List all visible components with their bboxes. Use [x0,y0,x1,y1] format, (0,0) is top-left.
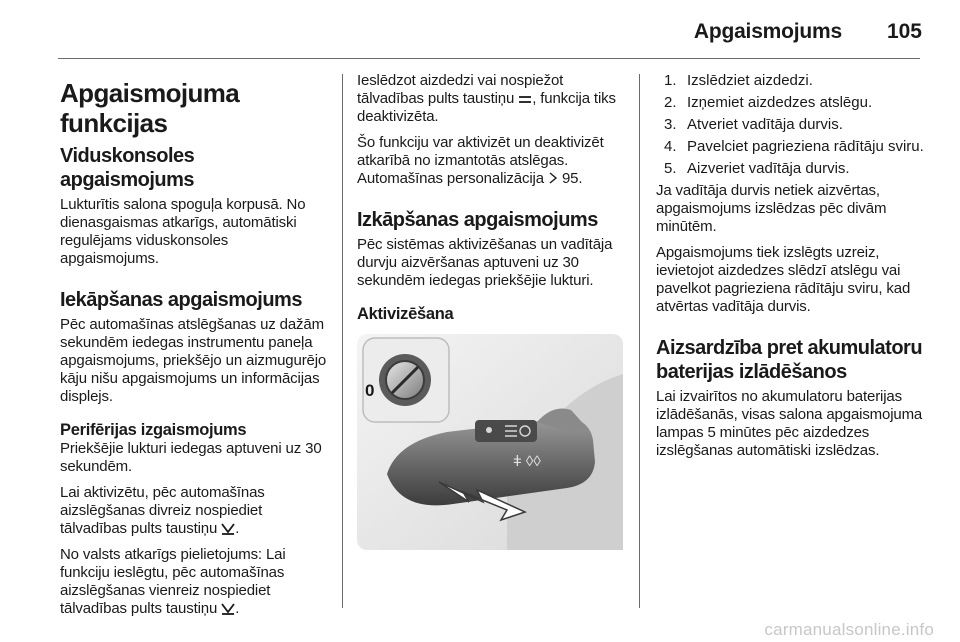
turn-signal-lever-illustration [357,334,623,550]
running-head [0,14,960,48]
toggle-text: Šo funkciju var aktivizēt un deaktivizēt atkarībā no izmantotās atslēgas. Automašīnas personalizācija [357,134,604,187]
list-item: 4. Pavelciet pagrieziena rādītāju sviru. [664,138,924,155]
activate-paragraph [60,484,330,538]
lock-key-icon [518,94,532,104]
column-1 [60,72,330,618]
list-item: 1. Izslēdziet aizdedzi. [664,72,813,89]
column-2 [357,72,625,555]
door-open-text: Ja vadītāja durvis netiek aizvērtas, apgaismojums izslēdzas pēc divām minūtēm. [656,182,887,235]
activation-steps [656,72,924,178]
section-title: Apgaismojums [693,20,842,43]
list-item: 2. Izņemiet aizdedzes atslēgu. [664,94,873,111]
exit-lighting-text: Pēc sistēmas aktivizēšanas un vadītāja durvju aizvēršanas aptuveni uz 30 sekundēm iedegas priekšējie lukturi. [357,236,613,289]
ignition-position-label: 0 [365,381,375,400]
fog-light-symbol: ǂ ◊◊ [513,453,541,470]
list-item: 5. Aizveriet vadītāja durvis. [664,160,850,177]
page-number: 105 [886,20,922,43]
entry-lighting-text: Pēc automašīnas atslēgšanas uz dažām sekundēm iedegas instrumentu paneļa apgaismojums, priekšējo un aizmugurējo kāju nišu apgaismojums un informācijas displejs. [60,316,327,405]
watermark: carmanualsonline.info [764,620,934,639]
console-lighting-heading: Viduskonsoles apgaismojums [60,145,195,191]
exit-lighting-heading: Izkāpšanas apgaismojums [357,209,598,231]
header-rule [58,58,920,59]
lever-indicator-dot [486,427,492,433]
entry-lighting-heading: Iekāpšanas apgaismojums [60,289,302,311]
perimeter-lighting-heading: Perifērijas izgaismojums [60,421,247,439]
toggle-page-ref: 95. [561,170,583,187]
page-reference-icon [548,172,558,184]
column-divider-2 [639,74,640,608]
column-divider-1 [342,74,343,608]
perimeter-lighting-text: Priekšējie lukturi iedegas aptuveni uz 30 sekundēm. [60,440,322,475]
ignition-text: Ieslēdzot aizdedzi vai nospiežot tālvadības pults taustiņu [357,72,564,107]
country-text-end: . [235,600,240,617]
ignition-paragraph [357,72,625,126]
country-text: No valsts atkarīgs pielietojums: Lai funkciju ieslēgtu, pēc automašīnas aizslēgšanas vienreiz nospiediet tālvadības pults taustiņu [60,546,286,617]
activation-heading: Aktivizēšana [357,305,454,323]
activate-text: Lai aktivizētu, pēc automašīnas aizslēgšanas divreiz nospiediet tālvadības pults taustiņu [60,484,265,537]
unlock-key-icon [221,523,235,535]
lighting-off-text: Apgaismojums tiek izslēgts uzreiz, ievietojot aizdedzes slēdzī atslēgu vai pavelkot pagrieziena rādītāju sviru, kad atvērtas vadītāja durvis. [656,244,911,315]
unlock-key-icon [221,603,235,615]
activate-text-end: . [235,520,240,537]
battery-protection-heading: Aizsardzība pret akumulatoru baterijas izlādēšanos [656,337,923,383]
main-heading: Apgaismojuma funkcijas [60,78,240,138]
console-lighting-text: Lukturītis salona spoguļa korpusā. No dienasgaismas atkarīgs, automātiski regulējams viduskonsoles apgaismojums. [60,196,306,267]
battery-protection-text: Lai izvairītos no akumulatoru baterijas izlādēšanās, visas salona apgaismojuma lampas 5 minūtes pēc aizdedzes izslēgšanas automātiski izslēdzas. [656,388,923,459]
country-paragraph [60,546,330,618]
ignition-text-end: , funkcija tiks deaktivizēta. [357,90,616,125]
toggle-paragraph [357,134,625,188]
column-3 [656,72,924,460]
list-item: 3. Atveriet vadītāja durvis. [664,116,843,133]
